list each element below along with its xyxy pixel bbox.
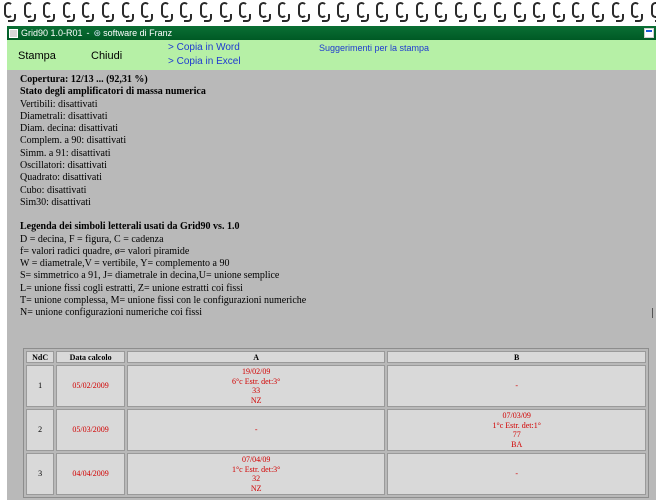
print-button[interactable]: Stampa (18, 50, 56, 62)
spiral-ring (337, 2, 346, 18)
cell-ndc: 2 (26, 409, 54, 451)
spiral-ring (435, 2, 444, 18)
title-separator: - (86, 28, 90, 38)
legend-line: T= unione complessa, M= unione fissi con le configurazioni numeriche (20, 295, 307, 307)
amplifier-status: Sim30: disattivati (20, 196, 91, 208)
legend-line: S= simmetrico a 91, J= diametrale in decina,U= unione semplice (20, 270, 280, 282)
table-row (26, 365, 646, 407)
cell-a (127, 409, 386, 451)
legend-line: L= unione fissi cogli estratti, Z= unione estratti coi fissi (20, 282, 243, 294)
spiral-ring (259, 2, 268, 18)
table-row (26, 453, 646, 495)
browser-icon: ⊛ (93, 27, 102, 38)
spiral-ring (298, 2, 307, 18)
cell-a-line: 33 (252, 386, 261, 395)
legend-line: f= valori radici quadre, ø= valori piramide (20, 245, 190, 257)
spiral-ring (4, 2, 13, 18)
legend-heading: Legenda dei simboli letterali usati da Grid90 vs. 1.0 (20, 221, 240, 233)
spiral-ring (318, 2, 327, 18)
spiral-ring (494, 2, 503, 18)
spiral-ring (239, 2, 248, 18)
amplifier-status: Vertibili: disattivati (20, 98, 98, 110)
table-row (26, 409, 646, 451)
table-header-row (26, 351, 646, 363)
cell-date: 04/04/2009 (56, 453, 125, 495)
amplifier-status: Oscillatori: disattivati (20, 160, 107, 172)
cell-b-line: BA (511, 439, 523, 449)
title-bar (7, 26, 656, 40)
copy-excel-link[interactable]: > Copia in Excel (168, 56, 241, 67)
close-button[interactable]: Chiudi (91, 50, 123, 62)
app-window (7, 26, 656, 500)
spiral-ring (82, 2, 91, 18)
cell-b-line: - (515, 381, 519, 391)
spiral-ring (24, 2, 33, 18)
cell-b (387, 409, 646, 451)
col-ndc-header: NdC (26, 351, 54, 363)
amplifier-status: Diametrali: disattivati (20, 110, 108, 122)
amplifier-status: Quadrato: disattivati (20, 172, 102, 184)
cell-b-line: 07/03/09 (502, 411, 531, 420)
legend-line: W = diametrale,V = vertibile, Y= complemento a 90 (20, 258, 230, 270)
cell-b-line: - (515, 469, 519, 479)
copy-word-link[interactable]: > Copia in Word (168, 42, 240, 53)
spiral-ring (180, 2, 189, 18)
window-title-extra: software di Franz (103, 28, 173, 38)
report-body (20, 74, 640, 320)
amplifiers-heading: Stato degli amplificatori di massa numerica (20, 86, 206, 98)
spiral-ring (533, 2, 542, 18)
spiral-ring (612, 2, 621, 18)
app-icon (9, 29, 18, 38)
cell-a-line: 07/04/09 (241, 455, 271, 464)
spiral-ring (43, 2, 52, 18)
cell-a-line: 6°c Estr. det:3° (231, 376, 281, 386)
spiral-ring (474, 2, 483, 18)
spiral-ring (122, 2, 131, 18)
spiral-ring (220, 2, 229, 18)
cell-a-line: NZ (250, 483, 262, 493)
maximize-button[interactable] (644, 28, 654, 38)
spiral-ring (416, 2, 425, 18)
spiral-ring (592, 2, 601, 18)
spiral-ring (63, 2, 72, 18)
print-suggestions-link[interactable]: Suggerimenti per la stampa (319, 43, 430, 53)
cell-ndc: 3 (26, 453, 54, 495)
cell-a (127, 365, 386, 407)
cell-ndc: 1 (26, 365, 54, 407)
col-a-header: A (127, 351, 386, 363)
col-b-header: B (387, 351, 646, 363)
spiral-ring (102, 2, 111, 18)
cell-b-line: 1°c Estr. det:1° (492, 420, 541, 430)
spiral-ring (651, 2, 656, 18)
spiral-ring (357, 2, 366, 18)
cell-a-line: 32 (252, 474, 261, 483)
cell-date: 05/02/2009 (56, 365, 125, 407)
amplifiers-list (20, 99, 640, 210)
spiral-ring (553, 2, 562, 18)
cell-date: 05/03/2009 (56, 409, 125, 451)
spiral-ring (396, 2, 405, 18)
cell-b-line: 77 (512, 430, 521, 439)
amplifier-status: Complem. a 90: disattivati (20, 135, 127, 147)
table-body (26, 365, 646, 495)
spiral-ring (278, 2, 287, 18)
toolbar (7, 40, 656, 70)
spiral-ring (455, 2, 464, 18)
spiral-ring (572, 2, 581, 18)
cell-a-line: 1°c Estr. det:3° (231, 464, 281, 474)
cell-a-line: 19/02/09 (241, 367, 271, 376)
scrollbar-edge[interactable] (652, 308, 656, 318)
amplifier-status: Simm. a 91: disattivati (20, 147, 111, 159)
cell-b (387, 453, 646, 495)
legend-line: N= unione configurazioni numeriche coi fissi (20, 307, 202, 319)
window-title: Grid90 1.0-R01 (21, 28, 83, 38)
spiral-binding (0, 0, 656, 26)
legend-line: D = decina, F = figura, C = cadenza (20, 233, 164, 245)
cell-a (127, 453, 386, 495)
spiral-ring (376, 2, 385, 18)
spiral-ring (514, 2, 523, 18)
spiral-ring (631, 2, 640, 18)
results-table (23, 348, 649, 498)
cell-a-line: NZ (250, 395, 262, 405)
spiral-ring (161, 2, 170, 18)
spiral-ring (200, 2, 209, 18)
cell-a-line: - (254, 425, 258, 435)
spiral-ring (141, 2, 150, 18)
cell-b (387, 365, 646, 407)
amplifier-status: Cubo: disattivati (20, 184, 87, 196)
coverage-text: Copertura: 12/13 ... (92,31 %) (20, 74, 148, 85)
col-date-header: Data calcolo (56, 351, 125, 363)
amplifier-status: Diam. decina: disattivati (20, 123, 119, 135)
legend-list (20, 234, 640, 320)
